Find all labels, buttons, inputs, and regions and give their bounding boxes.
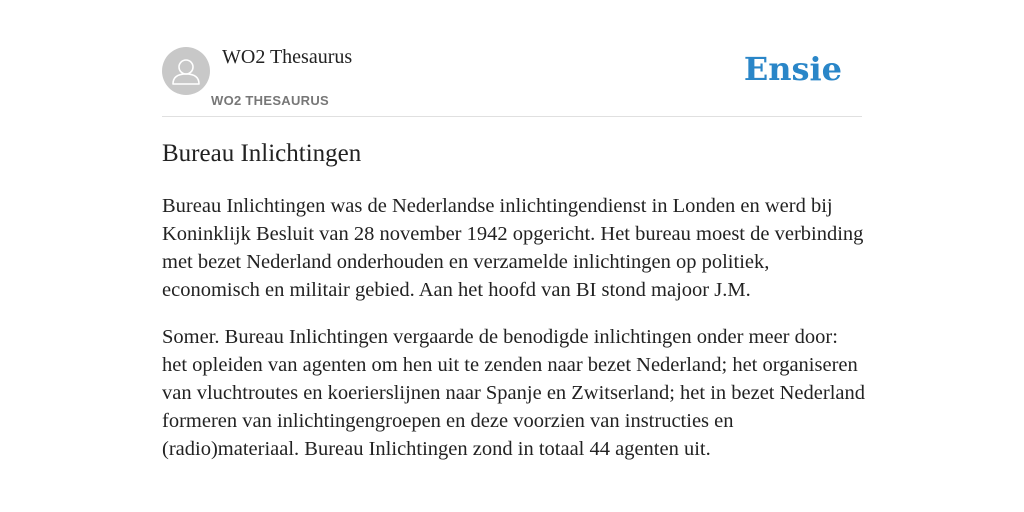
- brand-logo[interactable]: Ensie: [743, 50, 842, 88]
- author-name[interactable]: WO2 Thesaurus: [222, 46, 353, 68]
- page: [162, 0, 866, 460]
- article-paragraph: Somer. Bureau Inlichtingen vergaarde de benodigde inlichtingen onder meer door: het opleiden van agenten om hen uit te zenden naar bezet Nederland; het organiseren van vluchtroutes en koerierslijnen naar Spanje en Zwitserland; het in bezet Nederland formeren van inlichtingengroepen en deze voorzien van instructies en (radio)materiaal. Bureau Inlichtingen zond in totaal 44 agenten uit.: [162, 326, 866, 460]
- author-subtitle[interactable]: WO2 THESAURUS: [211, 93, 330, 108]
- avatar[interactable]: [162, 47, 210, 95]
- article-title: Bureau Inlichtingen: [162, 140, 362, 167]
- header: [162, 0, 862, 117]
- article-paragraph: Bureau Inlichtingen was de Nederlandse inlichtingendienst in Londen en werd bij Koninklijk Besluit van 28 november 1942 opgericht. Het bureau moest de verbinding met bezet Nederland onderhouden en verzamelde inlichtingen op politiek, economisch en militair gebied. Aan het hoofd van BI stond majoor J.M.: [162, 195, 864, 301]
